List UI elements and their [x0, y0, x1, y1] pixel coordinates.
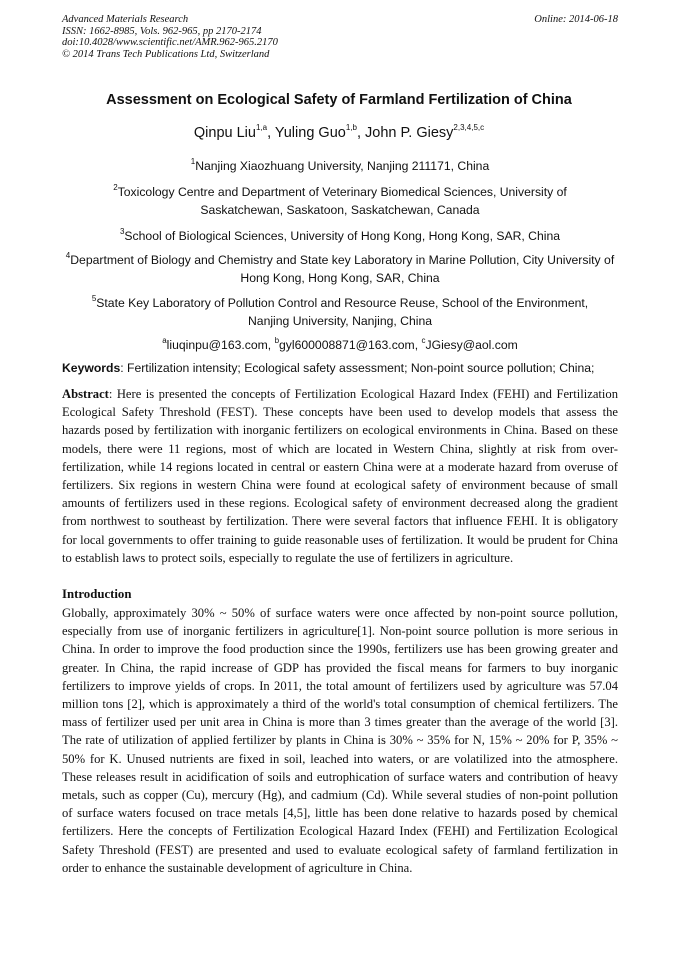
author-separator: , [267, 125, 275, 141]
author-sup: 2,3,4,5,c [453, 123, 485, 133]
email-address[interactable]: liuqinpu@163.com, [166, 338, 275, 352]
doi-link[interactable]: doi:10.4028/www.scientific.net/AMR.962-965.2170 [62, 37, 278, 49]
author-name: Qinpu Liu [193, 125, 256, 141]
affiliation-sup: 2 [113, 182, 118, 192]
affiliation [72, 294, 608, 330]
author-separator: , [356, 125, 366, 141]
affiliation-text: School of Biological Sciences, University of Hong Kong, Hong Kong, SAR, China [124, 229, 561, 243]
affiliation-sup: 1 [190, 156, 196, 166]
email-sup: a [162, 335, 167, 345]
abstract [62, 385, 618, 567]
affiliation-text: Toxicology Centre and Department of Veterinary Biomedical Sciences, University of Saskatchewan, Saskatoon, Saskatchewan, Canada [117, 185, 567, 217]
affiliation-sup: 4 [65, 250, 71, 260]
email-address[interactable]: gyl600008871@163.com, [279, 338, 422, 352]
issn-line: ISSN: 1662-8985, Vols. 962-965, pp 2170-2174 [62, 25, 262, 37]
affiliation-text: State Key Laboratory of Pollution Control and Resource Reuse, School of the Environment, Nanjing University, Nanjing, China [96, 296, 589, 328]
affiliation [62, 227, 618, 245]
keywords [62, 361, 618, 375]
affiliation-sup: 3 [119, 226, 125, 236]
author-name: John P. Giesy [365, 125, 454, 141]
online-date: Online: 2014-06-18 [534, 14, 618, 25]
copyright-line: © 2014 Trans Tech Publications Ltd, Switzerland [62, 48, 270, 60]
affiliation [62, 157, 618, 175]
author-name: Yuling Guo [274, 125, 346, 141]
abstract-label: Abstract [62, 387, 109, 401]
keywords-label: Keywords [62, 361, 121, 375]
author-sup: 1,b [345, 123, 357, 133]
author-sup: 1,a [255, 123, 268, 133]
running-header [62, 14, 618, 60]
affiliation-sup: 5 [91, 293, 97, 303]
email-sup: b [274, 335, 280, 345]
keywords-text: : Fertilization intensity; Ecological safety assessment; Non-point source pollution; China; [120, 361, 595, 375]
affiliation-text: Department of Biology and Chemistry and State key Laboratory in Marine Pollution, City University of Hong Kong, Hong Kong, SAR, China [70, 253, 615, 285]
affiliation [60, 251, 620, 287]
introduction-body: Globally, approximately 30% ~ 50% of surface waters were once affected by non-point source pollution, especially from use of inorganic fertilizers in agriculture[1]. Non-point source pollution is more serious in China. In order to improve the food production since the 1990s, fertilizers use has been growing greater and greater. In China, the rapid increase of GDP has provided the fiscal means for farmers to buy inorganic fertilizers to improve yields of crops. In 2011, the total amount of fertilizers used by agriculture was 57.04 million tons [2], which is approximately a third of the world's total consumption of chemical fertilizers. The mass of fertilizer used per unit area in China is more than 3 times greater than the average of the world [3]. The rate of utilization of applied fertilizer by plants in China is 30% ~ 35% for N, 15% ~ 20% for P, 35% ~ 50% for K. Unused nutrients are fixed in soil, leached into waters, or are volatilized into the atmosphere. These releases result in acidification of soils and eutrophication of surface waters and contribution of heavy metals, such as copper (Cu), mercury (Hg), and cadmium (Cd). While several studies of non-point pollution of surface waters focused on trace metals [4,5], little has been done relative to hazards posed by chemical fertilizers. Here the concepts of Fertilization Ecological Hazard Index (FEHI) and Fertilization Ecological Safety Threshold (FEST) are presented and used to evaluate ecological safety of farmland fertilization in order to enhance the sustainable development of agriculture in China. [62, 606, 618, 875]
email-sup: c [421, 335, 426, 345]
author-list [0, 125, 678, 141]
email-line [62, 336, 618, 354]
affiliation [88, 183, 592, 219]
journal-name: Advanced Materials Research [62, 14, 189, 25]
email-address[interactable]: JGiesy@aol.com [425, 338, 518, 352]
affiliation-text: Nanjing Xiaozhuang University, Nanjing 211171, China [195, 159, 490, 173]
section-heading: Introduction [62, 587, 132, 601]
abstract-text: : Here is presented the concepts of Fertilization Ecological Hazard Index (FEHI) and Fertilization Ecological Safety Threshold (FEST). These concepts have been used to develop models that assess the hazards posed by fertilization with inorganic fertilizers on ecological environments in China. Based on these models, there were 11 regions, most of which are located in Western China, slightly at risk from over-fertilization, while 14 regions located in central or eastern China were at a moderate hazard from overuse of fertilizers. Six regions in western China were found at ecological safety of environment because of small amounts of fertilizers used in these regions. Ecological safety of environment decreased along the gradient from northwest to southeast by fertilization. There were several factors that influence FEHI. It is obligatory for local governments to offer training to guide reasonable uses of fertilization. It would be prudent for China to establish laws to protect soils, especially to regulate the use of fertilizers in agriculture. [62, 387, 618, 565]
paper-title: Assessment on Ecological Safety of Farmland Fertilization of China [106, 92, 572, 108]
